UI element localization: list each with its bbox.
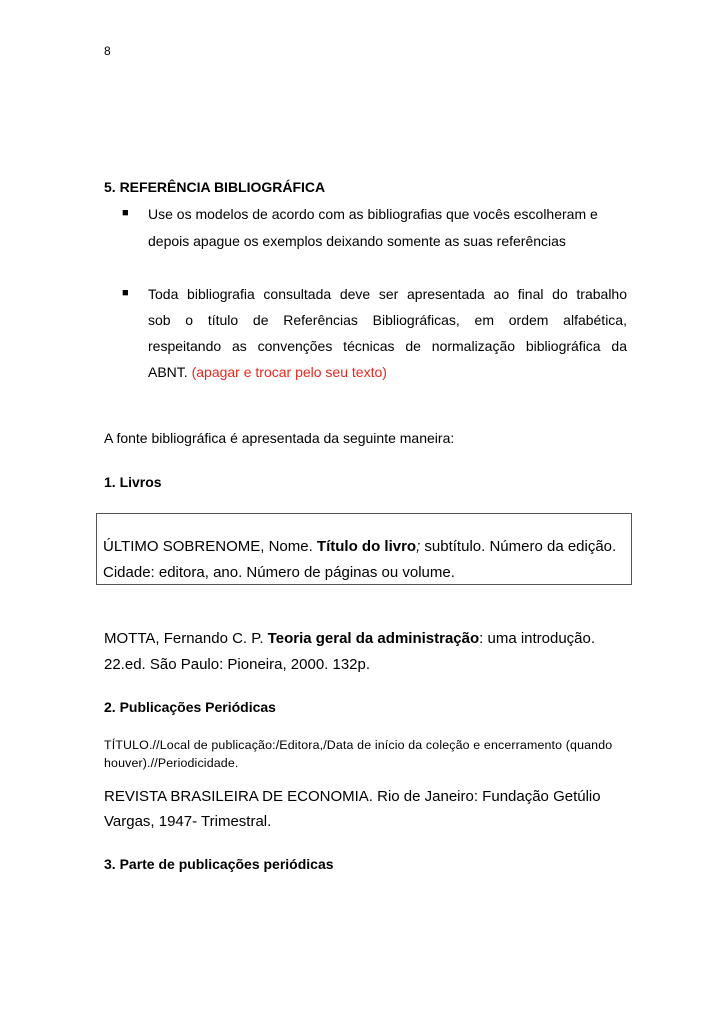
bullet-line: depois apague os exemplos deixando somente as suas referências (148, 233, 566, 249)
page-number: 8 (104, 44, 111, 58)
bullet-line: Use os modelos de acordo com as bibliografias que vocês escolheram e (148, 206, 598, 222)
bullet-line: sob o título de Referências Bibliográficas, em ordem alfabética, (148, 312, 627, 328)
section-heading: 5. REFERÊNCIA BIBLIOGRÁFICA (104, 179, 326, 195)
example-author: MOTTA, Fernando C. P. (104, 630, 268, 647)
example-title: Teoria geral da administração (267, 630, 480, 647)
livro-example-line-1 (104, 630, 595, 647)
bullet-icon: ■ (122, 287, 129, 299)
periodicas-example-line-2: Vargas, 1947- Trimestral. (104, 813, 272, 830)
template-separator: ; (416, 538, 421, 555)
edit-note: (apagar e trocar pelo seu texto) (191, 364, 387, 380)
example-subtitle: : uma introdução. (479, 630, 596, 647)
template-rest: subtítulo. Número da edição. (420, 538, 617, 555)
template-box (96, 513, 632, 585)
template-title: Título do livro (316, 538, 417, 555)
template-line-1 (103, 538, 616, 555)
periodicas-example-line-1: REVISTA BRASILEIRA DE ECONOMIA. Rio de Janeiro: Fundação Getúlio (104, 788, 601, 805)
template-author: ÚLTIMO SOBRENOME, Nome. (103, 538, 317, 555)
bullet-line-text: ABNT. (148, 364, 188, 380)
livro-example-line-2: 22.ed. São Paulo: Pioneira, 2000. 132p. (104, 656, 371, 673)
bullet-line: respeitando as convenções técnicas de normalização bibliográfica da (148, 338, 627, 354)
bullet-icon: ■ (122, 207, 129, 219)
bullet-line (148, 364, 387, 380)
bullet-line: Toda bibliografia consultada deve ser apresentada ao final do trabalho (148, 286, 627, 302)
periodicas-format-line-1: TÍTULO.//Local de publicação:/Editora,/Data de início da coleção e encerramento (quando (104, 738, 613, 752)
template-line-2: Cidade: editora, ano. Número de páginas ou volume. (103, 564, 455, 581)
periodicas-heading: 2. Publicações Periódicas (104, 699, 276, 715)
parte-heading: 3. Parte de publicações periódicas (104, 856, 334, 872)
periodicas-format-line-2: houver).//Periodicidade. (104, 756, 239, 770)
livros-heading: 1. Livros (104, 474, 162, 490)
intro-text: A fonte bibliográfica é apresentada da seguinte maneira: (104, 430, 455, 446)
